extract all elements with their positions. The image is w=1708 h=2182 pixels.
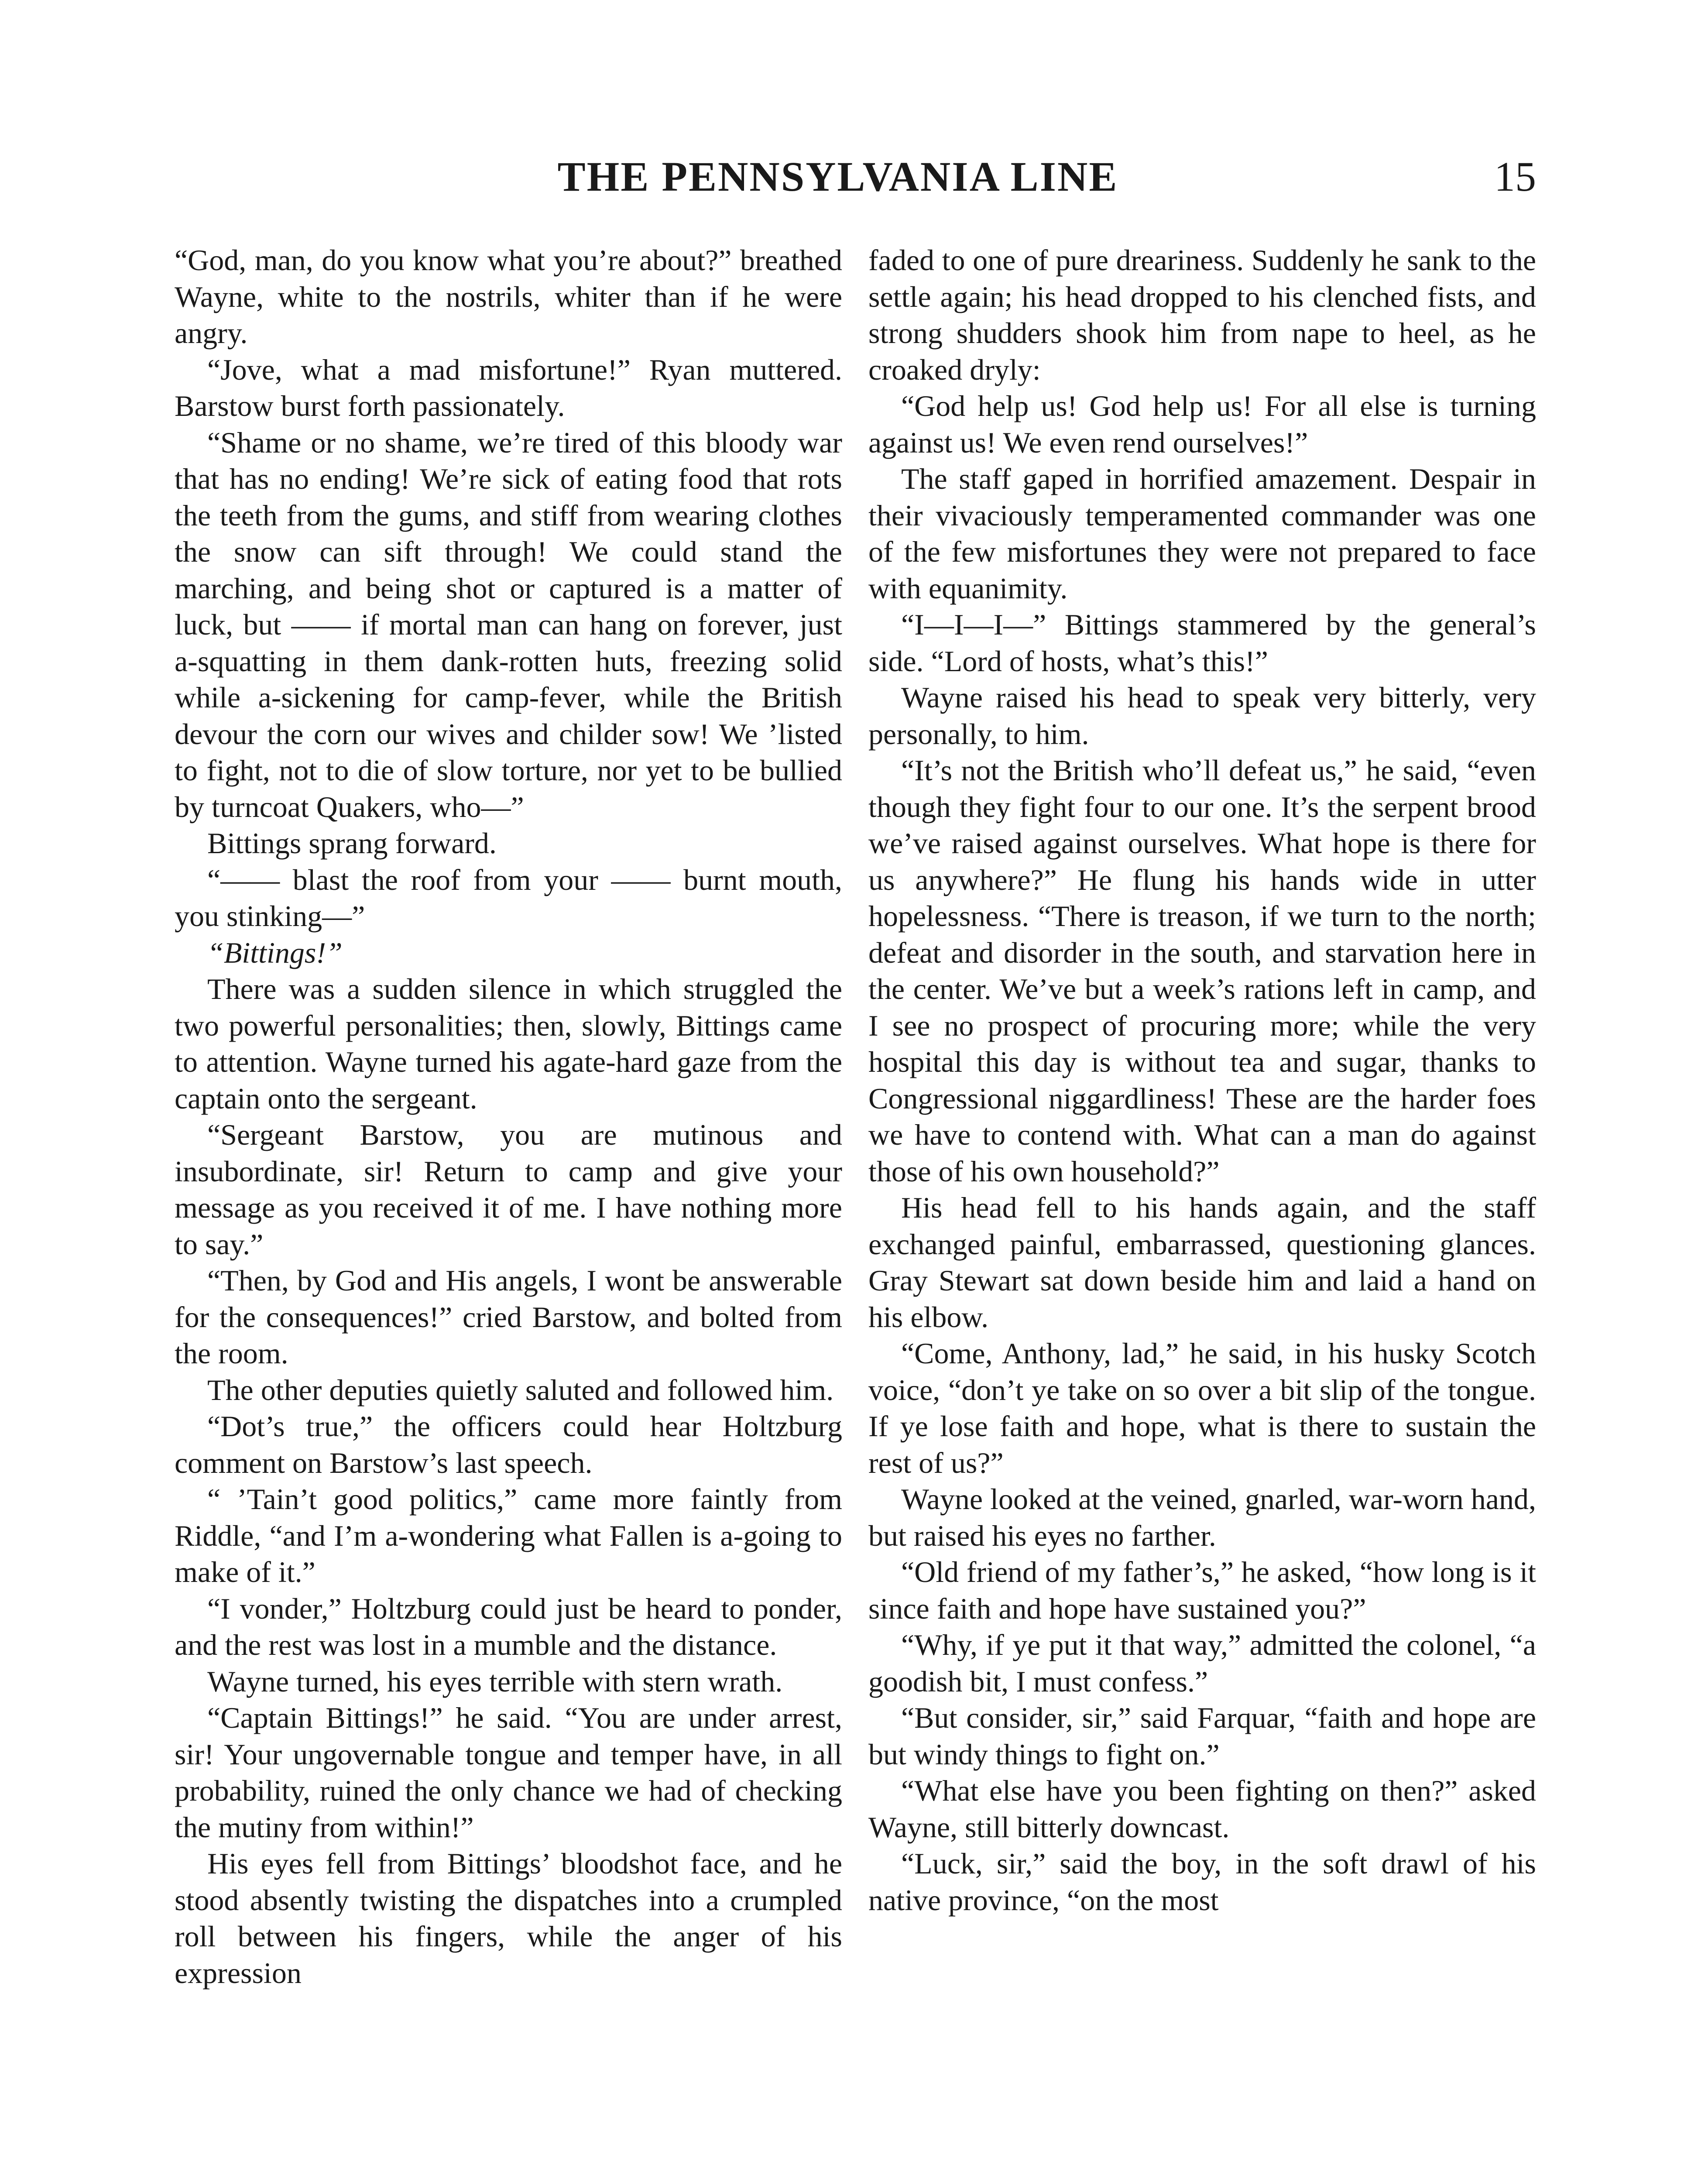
paragraph: Wayne looked at the veined, gnarled, war-worn hand, but raised his eyes no farther. bbox=[868, 1482, 1536, 1552]
paragraph: “I—I—I—” Bittings stammered by the general’s side. “Lord of hosts, what’s this!” bbox=[868, 608, 1536, 678]
paragraph: “But consider, sir,” said Farquar, “faith and hope are but windy things to fight on.” bbox=[868, 1701, 1536, 1771]
running-title: THE PENNSYLVANIA LINE bbox=[557, 153, 1118, 200]
paragraph: “Why, if ye put it that way,” admitted the colonel, “a goodish bit, I must confess.” bbox=[868, 1628, 1536, 1698]
paragraph: “Shame or no shame, we’re tired of this bloody war that has no ending! We’re sick of eating food that rots the teeth from the gums, and stiff from wearing clothes the snow can sift through! We could stand the marching, and being shot or captured is a matter of luck, but —— if mortal man can hang on forever, just a-squatting in them dank-rotten huts, freezing solid while a-sickening for camp-fever, while the British devour the corn our wives and childer sow! We ’listed to fight, not to die of slow torture, nor yet to be bullied by turncoat Quakers, who—” bbox=[175, 425, 842, 823]
paragraph: His eyes fell from Bittings’ bloodshot face, and he stood absently twisting the dispatches into a crumpled roll between his fingers, while the anger of his expression bbox=[175, 1847, 842, 1990]
paragraph: faded to one of pure dreariness. Suddenly he sank to the settle again; his head dropped to his clenched fists, and strong shudders shook him from nape to heel, as he croaked dryly: bbox=[868, 244, 1536, 386]
paragraph: “ ’Tain’t good politics,” came more faintly from Riddle, “and I’m a-wondering what Fallen is a-going to make of it.” bbox=[175, 1482, 842, 1588]
paragraph: “Dot’s true,” the officers could hear Holtzburg comment on Barstow’s last speech. bbox=[175, 1410, 842, 1479]
paragraph: “Jove, what a mad misfortune!” Ryan muttered. Barstow burst forth passionately. bbox=[175, 353, 842, 422]
paragraph: “Luck, sir,” said the boy, in the soft drawl of his native province, “on the most bbox=[868, 1847, 1536, 1917]
paragraph: Bittings sprang forward. bbox=[207, 827, 497, 860]
paragraph: “Captain Bittings!” he said. “You are under arrest, sir! Your ungovernable tongue and temper have, in all probability, ruined the only chance we had of checking the mutiny from within!” bbox=[175, 1701, 842, 1844]
page-number: 15 bbox=[1494, 153, 1536, 200]
paragraph: The other deputies quietly saluted and followed him. bbox=[207, 1373, 834, 1407]
paragraph: Wayne turned, his eyes terrible with stern wrath. bbox=[207, 1664, 783, 1698]
text-column-left bbox=[175, 242, 842, 1991]
text-column-right bbox=[868, 242, 1536, 1918]
paragraph: There was a sudden silence in which struggled the two powerful personalities; then, slowly, Bittings came to attention. Wayne turned his agate-hard gaze from the captain onto the sergeant. bbox=[175, 972, 842, 1115]
paragraph: The staff gaped in horrified amazement. Despair in their vivaciously temperamented commander was one of the few misfortunes they were not prepared to face with equanimity. bbox=[868, 462, 1536, 605]
paragraph: “Sergeant Barstow, you are mutinous and insubordinate, sir! Return to camp and give your message as you received it of me. I have nothing more to say.” bbox=[175, 1118, 842, 1261]
paragraph: “God help us! God help us! For all else is turning against us! We even rend ourselves!” bbox=[868, 389, 1536, 459]
paragraph: “—— blast the roof from your —— burnt mouth, you stinking—” bbox=[175, 863, 842, 933]
paragraph: “Then, by God and His angels, I wont be answerable for the consequences!” cried Barstow, and bolted from the room. bbox=[175, 1264, 842, 1370]
paragraph: “Old friend of my father’s,” he asked, “how long is it since faith and hope have sustained you?” bbox=[868, 1555, 1536, 1625]
page-header bbox=[175, 144, 1536, 209]
paragraph: His head fell to his hands again, and the staff exchanged painful, embarrassed, questioning glances. Gray Stewart sat down beside him and laid a hand on his elbow. bbox=[868, 1191, 1536, 1334]
paragraph: Wayne raised his head to speak very bitterly, very personally, to him. bbox=[868, 681, 1536, 751]
paragraph: “I vonder,” Holtzburg could just be heard to ponder, and the rest was lost in a mumble and the distance. bbox=[175, 1592, 842, 1661]
paragraph: “Bittings!” bbox=[207, 936, 343, 969]
paragraph: “Come, Anthony, lad,” he said, in his husky Scotch voice, “don’t ye take on so over a bit slip of the tongue. If ye lose faith and hope, what is there to sustain the rest of us?” bbox=[868, 1337, 1536, 1479]
paragraph: “God, man, do you know what you’re about?” breathed Wayne, white to the nostrils, whiter than if he were angry. bbox=[175, 244, 842, 350]
paragraph: “What else have you been fighting on then?” asked Wayne, still bitterly downcast. bbox=[868, 1774, 1536, 1844]
paragraph: “It’s not the British who’ll defeat us,” he said, “even though they fight four to our one. It’s the serpent brood we’ve raised against ourselves. What hope is there for us anywhere?” He flung his hands wide in utter hopelessness. “There is treason, if we turn to the north; defeat and disorder in the south, and starvation here in the center. We’ve but a week’s rations left in camp, and I see no prospect of procuring more; while the very hospital this day is without tea and sugar, thanks to Congressional niggardliness! These are the harder foes we have to contend with. What can a man do against those of his own household?” bbox=[868, 754, 1536, 1188]
